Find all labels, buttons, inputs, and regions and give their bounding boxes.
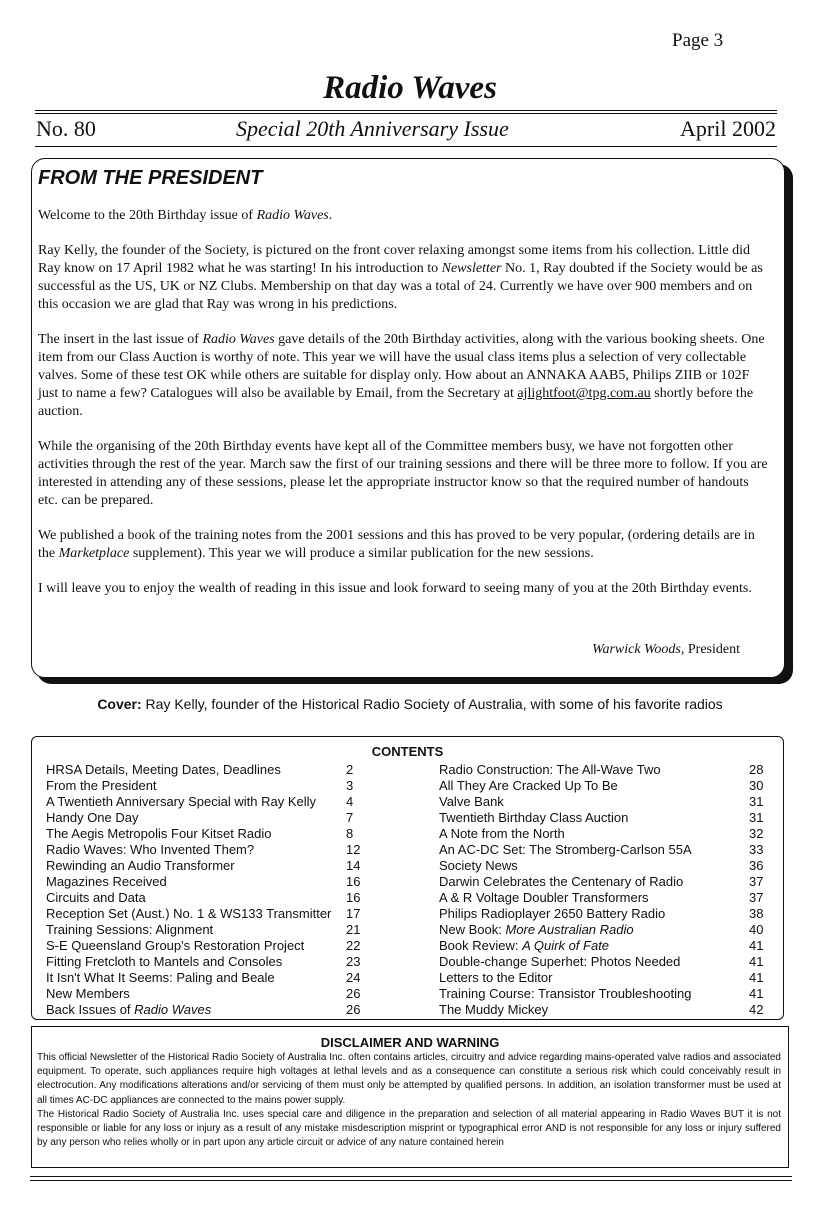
president-section <box>31 158 785 678</box>
contents-entry-title: Fitting Fretcloth to Mantels and Consoles <box>46 954 283 969</box>
contents-entry-title: Valve Bank <box>439 794 504 809</box>
contents-entry <box>46 890 376 906</box>
contents-entry-title: Training Sessions: Alignment <box>46 922 214 937</box>
contents-entry-page: 3 <box>346 778 354 793</box>
letter-paragraph: I will leave you to enjoy the wealth of reading in this issue and look forward to seeing many of you at the 20th Birthday events. <box>38 581 752 596</box>
masthead-rule-top-2 <box>35 113 777 114</box>
contents-entry <box>439 842 769 858</box>
contents-entry-title: The Aegis Metropolis Four Kitset Radio <box>46 826 272 841</box>
letter-paragraph: We published a book of the training notes from the 2001 sessions and this has proved to be very popular, (ordering details are in the Marketplace supplement). This year we will produce a similar publication for the new sessions. <box>38 528 755 561</box>
contents-entry <box>46 810 376 826</box>
contents-entry <box>46 794 376 810</box>
contents-entry <box>46 1002 376 1018</box>
president-letter-body <box>38 207 768 615</box>
contents-entry-title: Rewinding an Audio Transformer <box>46 858 235 873</box>
cover-caption: Cover: Ray Kelly, founder of the Historical Radio Society of Australia, with some of his favorite radios <box>97 696 723 712</box>
contents-entry <box>46 858 376 874</box>
contents-entry <box>439 970 769 986</box>
masthead-title: Radio Waves <box>323 70 497 106</box>
contents-entry-page: 40 <box>749 922 764 937</box>
contents-entry-title: Magazines Received <box>46 874 167 889</box>
contents-entry <box>439 858 769 874</box>
contents-entry <box>439 810 769 826</box>
contents-entry-title: It Isn't What It Seems: Paling and Beale <box>46 970 275 985</box>
contents-entry-page: 4 <box>346 794 354 809</box>
contents-entry <box>439 794 769 810</box>
contents-entry-title: Back Issues of Radio Waves <box>46 1002 212 1017</box>
disclaimer-title: DISCLAIMER AND WARNING <box>320 1035 500 1050</box>
contents-entry <box>439 986 769 1002</box>
contents-entry-title: Reception Set (Aust.) No. 1 & WS133 Transmitter <box>46 906 332 921</box>
contents-right-column <box>439 762 769 1018</box>
contents-entry-page: 31 <box>749 810 764 825</box>
president-heading: FROM THE PRESIDENT <box>38 167 263 189</box>
contents-entry-page: 7 <box>346 810 354 825</box>
contents-entry-page: 33 <box>749 842 764 857</box>
contents-box <box>31 736 784 1020</box>
contents-entry-title: Letters to the Editor <box>439 970 553 985</box>
contents-entry-title: An AC-DC Set: The Stromberg-Carlson 55A <box>439 842 692 857</box>
contents-entry-title: New Book: More Australian Radio <box>439 922 634 937</box>
contents-entry <box>439 922 769 938</box>
contents-entry <box>46 874 376 890</box>
contents-entry-title: Circuits and Data <box>46 890 146 905</box>
contents-entry <box>46 842 376 858</box>
contents-entry <box>46 922 376 938</box>
contents-entry-title: Darwin Celebrates the Centenary of Radio <box>439 874 684 889</box>
contents-entry-title: HRSA Details, Meeting Dates, Deadlines <box>46 762 281 777</box>
contents-entry-title: From the President <box>46 778 157 793</box>
contents-entry-page: 30 <box>749 778 764 793</box>
contents-entry-page: 14 <box>346 858 361 873</box>
contents-entry <box>439 890 769 906</box>
contents-entry-page: 41 <box>749 986 764 1001</box>
president-signature: Warwick Woods, President <box>592 642 740 657</box>
issue-bar <box>36 116 776 146</box>
contents-entry <box>439 906 769 922</box>
contents-entry-page: 37 <box>749 890 764 905</box>
contents-entry-title: A Twentieth Anniversary Special with Ray Kelly <box>46 794 317 809</box>
contents-entry <box>439 954 769 970</box>
contents-entry-page: 26 <box>346 1002 361 1017</box>
contents-entry-page: 37 <box>749 874 764 889</box>
secretary-email-link[interactable]: ajlightfoot@tpg.com.au <box>517 386 651 401</box>
contents-entry-title: New Members <box>46 986 130 1001</box>
contents-entry <box>439 1002 769 1018</box>
contents-entry <box>439 778 769 794</box>
contents-entry-page: 17 <box>346 906 361 921</box>
letter-paragraph: Ray Kelly, the founder of the Society, is pictured on the front cover relaxing amongst some items from his collection. Little did Ray know on 17 April 1982 what he was starting! In his introduction to Newsletter No. 1, Ray doubted if the Society would be as successful as the US, UK or NZ Clubs. Membership on that day was a total of 24. Currently we have over 900 members and on this occasion we are glad that Ray was wrong in his predictions. <box>38 243 763 312</box>
contents-entry-page: 36 <box>749 858 764 873</box>
contents-entry <box>46 986 376 1002</box>
contents-entry-page: 23 <box>346 954 361 969</box>
contents-entry <box>46 954 376 970</box>
contents-entry <box>439 874 769 890</box>
disclaimer-body <box>37 1051 781 1150</box>
contents-entry-page: 8 <box>346 826 354 841</box>
contents-entry-page: 24 <box>346 970 361 985</box>
disclaimer-paragraph: The Historical Radio Society of Australia Inc. uses special care and diligence in the preparation and selection of all material appearing in Radio Waves BUT it is not responsible or liable for any loss or injury as a result of any mistake misdescription misprint or typographical error AND is not responsible for any loss or injury suffered by any person who relies wholly or in part upon any article circuit or advice of any nature contained herein <box>37 1108 781 1149</box>
contents-entry-title: The Muddy Mickey <box>439 1002 549 1017</box>
issue-rule-bottom <box>35 146 777 147</box>
contents-entry-page: 31 <box>749 794 764 809</box>
contents-entry-title: Book Review: A Quirk of Fate <box>439 938 610 953</box>
contents-left-column <box>46 762 376 1018</box>
masthead-rule-top <box>35 110 777 111</box>
contents-entry <box>46 762 376 778</box>
contents-entry-page: 41 <box>749 938 764 953</box>
contents-entry-page: 42 <box>749 1002 764 1017</box>
contents-entry-page: 26 <box>346 986 361 1001</box>
issue-number: No. 80 <box>36 116 96 141</box>
contents-entry-title: Society News <box>439 858 518 873</box>
contents-entry-page: 41 <box>749 954 764 969</box>
contents-entry <box>46 826 376 842</box>
issue-title: Special 20th Anniversary Issue <box>236 116 509 141</box>
contents-entry-title: Radio Construction: The All-Wave Two <box>439 762 661 777</box>
contents-entry <box>46 970 376 986</box>
contents-entry-page: 16 <box>346 874 361 889</box>
contents-entry-title: A & R Voltage Doubler Transformers <box>439 890 649 905</box>
disclaimer-box <box>31 1026 789 1168</box>
contents-entry-page: 21 <box>346 922 361 937</box>
contents-entry-page: 22 <box>346 938 361 953</box>
contents-entry <box>46 938 376 954</box>
contents-entry-page: 41 <box>749 970 764 985</box>
contents-entry <box>439 938 769 954</box>
contents-title: CONTENTS <box>371 744 444 759</box>
contents-entry-page: 2 <box>346 762 354 777</box>
contents-entry-title: S-E Queensland Group's Restoration Project <box>46 938 305 953</box>
contents-entry-title: Twentieth Birthday Class Auction <box>439 810 629 825</box>
contents-entry-title: A Note from the North <box>439 826 565 841</box>
contents-entry-page: 32 <box>749 826 764 841</box>
contents-entry-page: 38 <box>749 906 764 921</box>
letter-paragraph: Welcome to the 20th Birthday issue of Radio Waves. <box>38 208 333 223</box>
disclaimer-paragraph: This official Newsletter of the Historical Radio Society of Australia Inc. often contains articles, circuitry and advice regarding mains-operated valve radios and associated equipment. To operate, such appliances require high voltages at lethal levels and as a consequence can constitute a serious risk which could conceivably result in electrocution. Any modifications alterations and/or servicing of them must only be attempted by qualified persons. In addition, an isolation transformer must be used at all times AC-DC appliances are connected to the mains power supply. <box>37 1052 781 1106</box>
letter-paragraph: The insert in the last issue of Radio Waves gave details of the 20th Birthday activities, along with the various booking sheets. One item from our Class Auction is worthy of note. This year we will have the usual class items plus a selection of very collectable valves. Some of these test OK while others are suitable for display only. How about an ANNAKA AAB5, Philips ZIIB or 102F just to name a few? Catalogues will also be available by Email, from the Secretary at ajlightfoot@tpg.com.au shortly before the auction. <box>38 332 765 419</box>
contents-entry <box>46 778 376 794</box>
footer-rule <box>30 1176 792 1177</box>
contents-entry <box>46 906 376 922</box>
contents-entry <box>439 826 769 842</box>
contents-entry-title: Handy One Day <box>46 810 139 825</box>
contents-entry-title: Training Course: Transistor Troubleshooting <box>439 986 692 1001</box>
issue-date: April 2002 <box>680 116 776 141</box>
contents-entry-title: Philips Radioplayer 2650 Battery Radio <box>439 906 666 921</box>
page-number: Page 3 <box>672 30 724 51</box>
contents-entry-page: 12 <box>346 842 361 857</box>
contents-entry-title: All They Are Cracked Up To Be <box>439 778 618 793</box>
contents-entry-page: 28 <box>749 762 764 777</box>
contents-entry-title: Radio Waves: Who Invented Them? <box>46 842 255 857</box>
contents-entry-page: 16 <box>346 890 361 905</box>
contents-entry-title: Double-change Superhet: Photos Needed <box>439 954 681 969</box>
letter-paragraph: While the organising of the 20th Birthday events have kept all of the Committee members busy, we have not forgotten other activities through the rest of the year. March saw the first of our training sessions and there will be three more to follow. If you are interested in attending any of these sessions, please let the appropriate instructor know so that the required number of handouts etc. can be prepared. <box>38 439 768 508</box>
footer-rule-2 <box>30 1180 792 1181</box>
contents-entry <box>439 762 769 778</box>
